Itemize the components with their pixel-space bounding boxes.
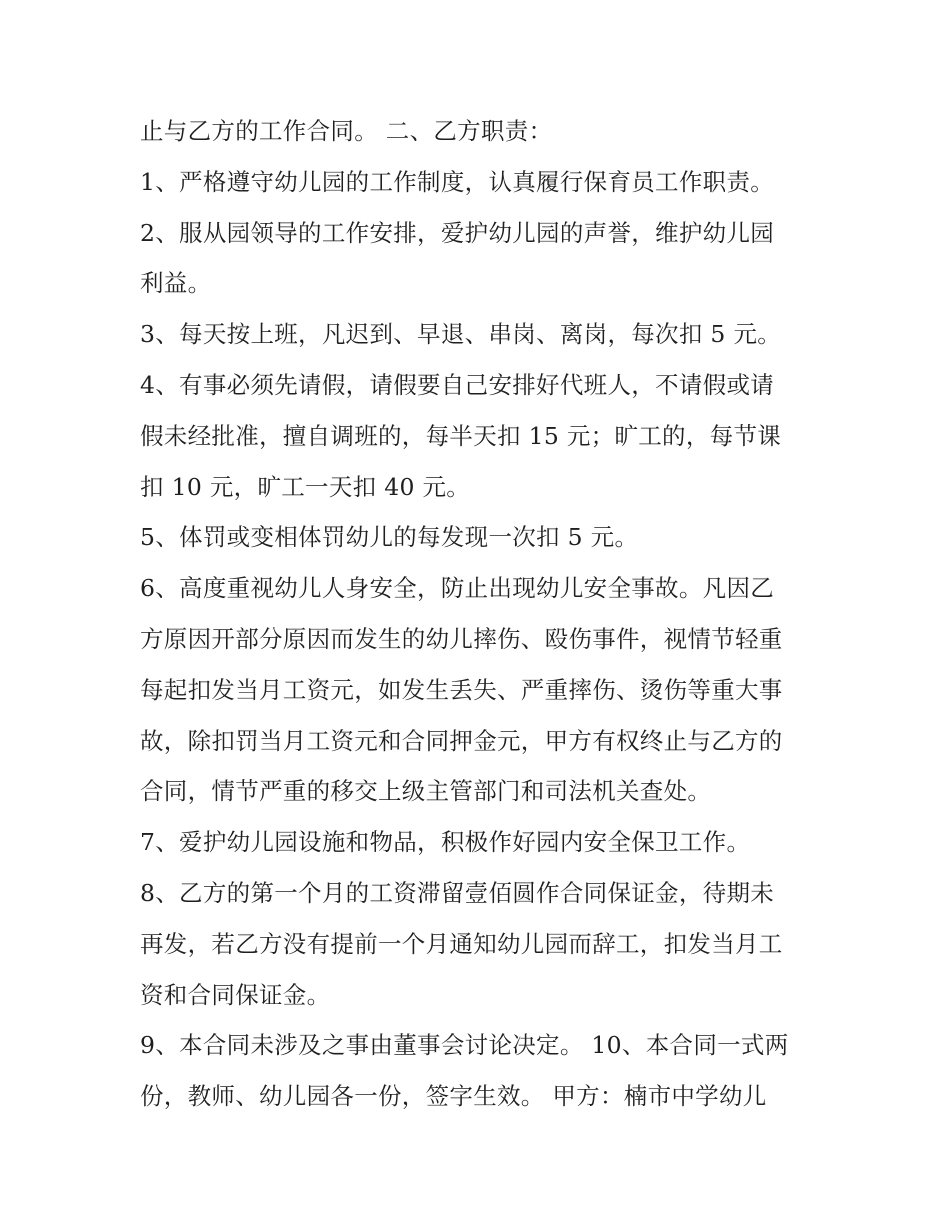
text-line: 5、体罚或变相体罚幼儿的每发现一次扣 5 元。 xyxy=(140,523,639,552)
document-body xyxy=(140,106,820,1122)
text-line: 方原因开部分原因而发生的幼儿摔伤、殴伤事件，视情节轻重 xyxy=(140,624,783,653)
text-line: 利益。 xyxy=(140,269,212,298)
text-line: 2、服从园领导的工作安排，爱护幼儿园的声誉，维护幼儿园 xyxy=(140,218,775,247)
text-line: 1、严格遵守幼儿园的工作制度，认真履行保育员工作职责。 xyxy=(140,167,775,196)
text-line: 假未经批准，擅自调班的，每半天扣 15 元；旷工的，每节课 xyxy=(140,421,782,450)
text-line: 合同，情节严重的移交上级主管部门和司法机关查处。 xyxy=(140,777,712,806)
text-line: 故，除扣罚当月工资元和合同押金元，甲方有权终止与乙方的 xyxy=(140,726,783,755)
text-line: 资和合同保证金。 xyxy=(140,980,331,1009)
text-line: 6、高度重视幼儿人身安全，防止出现幼儿安全事故。凡因乙 xyxy=(140,574,775,603)
text-line: 止与乙方的工作合同。 二、乙方职责： xyxy=(140,117,553,145)
text-line: 3、每天按上班，凡迟到、早退、串岗、离岗，每次扣 5 元。 xyxy=(140,320,782,349)
text-line: 9、本合同未涉及之事由董事会讨论决定。 10、本合同一式两 xyxy=(140,1031,789,1060)
text-line: 8、乙方的第一个月的工资滞留壹佰圆作合同保证金，待期未 xyxy=(140,878,775,907)
text-line: 4、有事必须先请假，请假要自己安排好代班人，不请假或请 xyxy=(140,370,775,399)
text-line: 再发，若乙方没有提前一个月通知幼儿园而辞工，扣发当月工 xyxy=(140,929,783,958)
text-line: 每起扣发当月工资元，如发生丢失、严重摔伤、烫伤等重大事 xyxy=(140,675,783,704)
text-line: 扣 10 元，旷工一天扣 40 元。 xyxy=(140,472,471,501)
text-line: 份，教师、幼儿园各一份，签字生效。 甲方：楠市中学幼儿 xyxy=(140,1082,767,1111)
text-line: 7、爱护幼儿园设施和物品，积极作好园内安全保卫工作。 xyxy=(140,828,751,857)
